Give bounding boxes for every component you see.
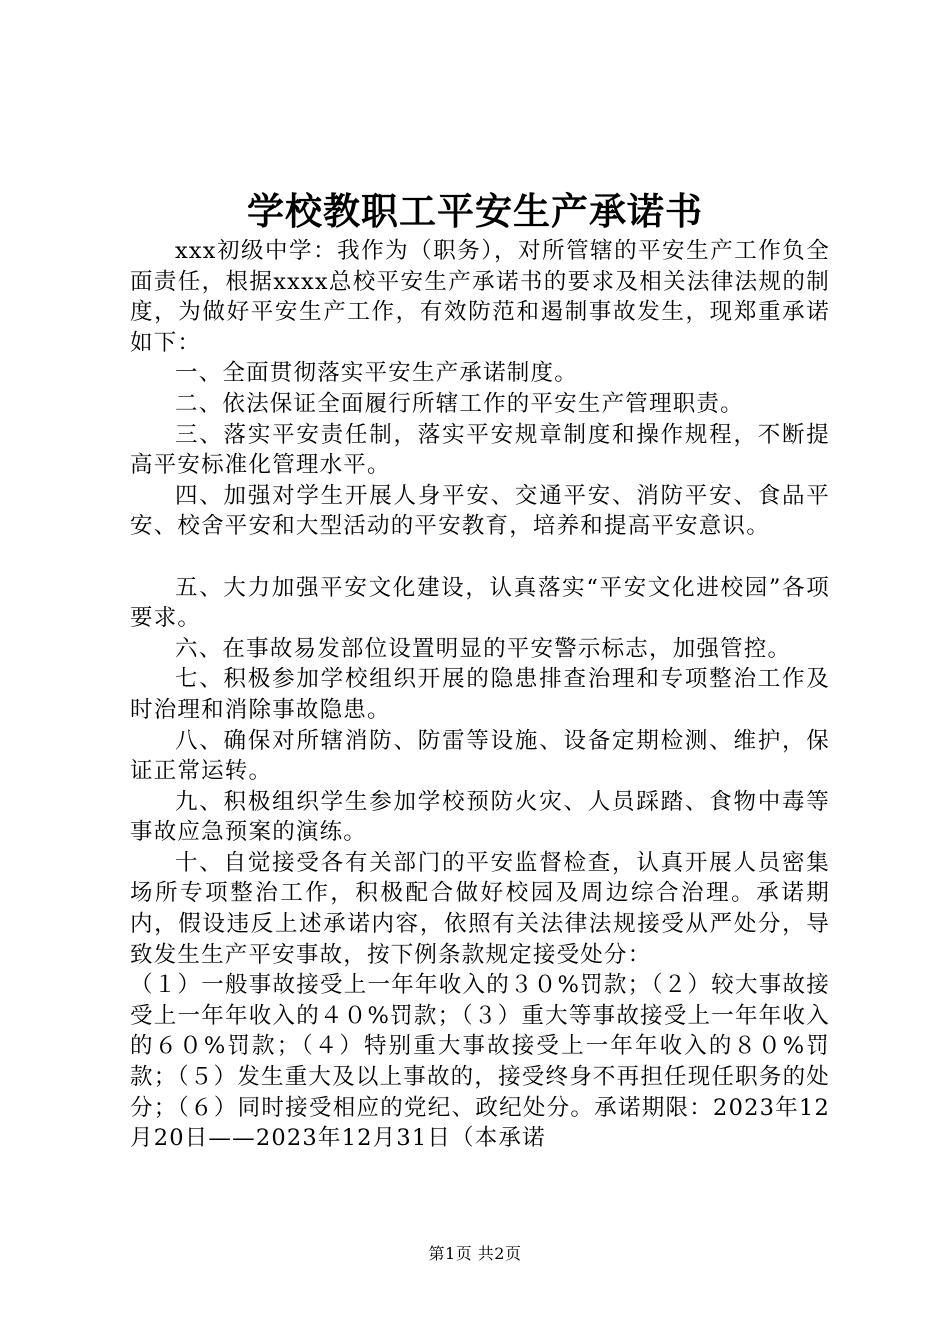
- pledge-item-3: 三、落实平安责任制，落实平安规章制度和操作规程，不断提高平安标准化管理水平。: [130, 421, 830, 479]
- pledge-item-6: 六、在事故易发部位设置明显的平安警示标志，加强管控。: [175, 635, 792, 662]
- intro-paragraph: xxx初级中学：我作为（职务），对所管辖的平安生产工作负全面责任，根据xxxx总校平安生产承诺书的要求及相关法律法规的制度，为做好平安生产工作，有效防范和遏制事故发生，现郑重承诺如下：: [130, 238, 830, 356]
- pledge-item-9: 九、积极组织学生参加学校预防火灾、人员踩踏、食物中毒等事故应急预案的演练。: [130, 788, 830, 846]
- pledge-item-8: 八、确保对所辖消防、防雷等设施、设备定期检测、维护，保证正常运转。: [130, 727, 830, 785]
- document-body: [130, 236, 830, 1154]
- pledge-item-2: 二、依法保证全面履行所辖工作的平安生产管理职责。: [175, 390, 744, 417]
- pledge-item-1: 一、全面贯彻落实平安生产承诺制度。: [175, 360, 578, 387]
- pledge-item-4: 四、加强对学生开展人身平安、交通平安、消防平安、食品平安、校舍平安和大型活动的平安教育，培养和提高平安意识。: [130, 482, 830, 540]
- paragraph-gap: [130, 542, 830, 573]
- pledge-item-7: 七、积极参加学校组织开展的隐患排查治理和专项整治工作及时治理和消除事故隐患。: [130, 666, 830, 723]
- pledge-item-10: 十、自觉接受各有关部门的平安监督检查，认真开展人员密集场所专项整治工作，积极配合做好校园及周边综合治理。承诺期内，假设违反上述承诺内容，依照有关法律法规接受从严处分，导致发生生产平安事故，按下例条款规定接受处分：: [130, 849, 830, 968]
- document-title: 学校教职工平安生产承诺书: [247, 189, 703, 233]
- penalty-clauses: （１）一般事故接受上一年年收入的３０%罚款；（２）较大事故接受上一年年收入的４０%罚款；（３）重大等事故接受上一年年收入的６０%罚款；（４）特别重大事故接受上一年年收入的８０%罚款；（５）发生重大及以上事故的，接受终身不再担任现任职务的处分；（６）同时接受相应的党纪、政纪处分。承诺期限：2023年12月20日——2023年12月31日（本承诺: [130, 972, 830, 1152]
- page-number: 第1页 共2页: [428, 1244, 522, 1263]
- pledge-item-5: 五、大力加强平安文化建设，认真落实“平安文化进校园”各项要求。: [130, 574, 830, 632]
